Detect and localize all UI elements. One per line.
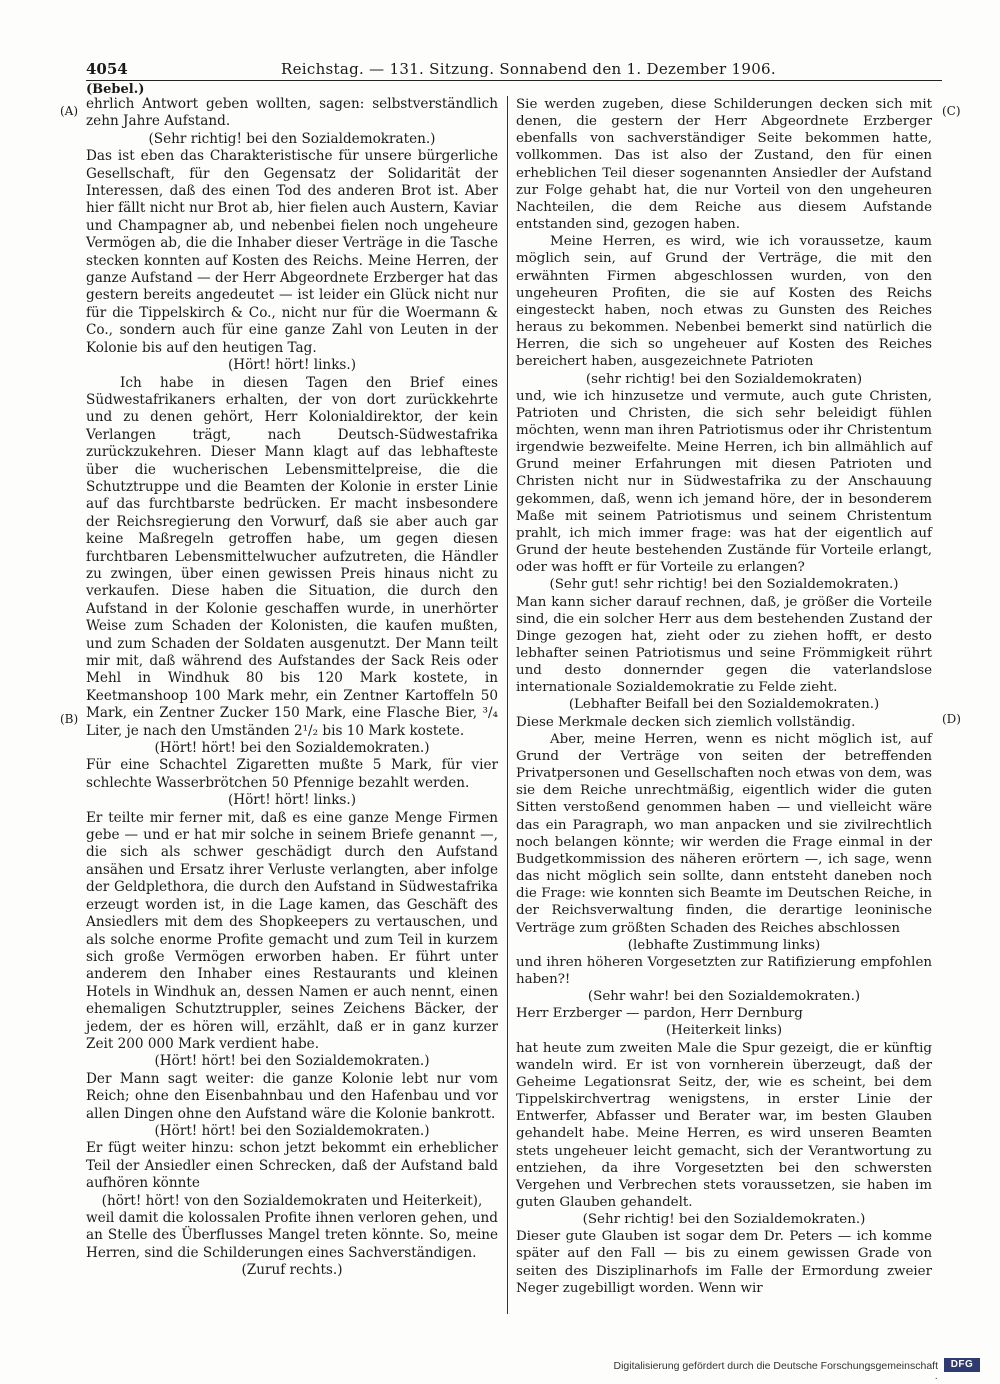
dfg-logo: DFG — [944, 1358, 980, 1372]
interjection: (Heiterkeit links) — [665, 1023, 783, 1039]
running-head: Reichstag. — 131. Sitzung. Sonnabend den 1. Dezember 1906. — [281, 60, 776, 78]
paragraph: Der Mann sagt weiter: die ganze Kolonie lebt nur vom Reich; ohne den Eisenbahnbau und den Hafenbau und vor allen Dingen ohne den Aufstand wäre die Kolonie bankrott. — [86, 1070, 498, 1122]
interjection: (Hört! hört! bei den Sozialdemokraten.) — [154, 1053, 430, 1070]
footer-credit: Digitalisierung gefördert durch die Deutsche Forschungsgemeinschaft · — [613, 1360, 938, 1384]
paragraph: Diese Merkmale decken sich ziemlich vollständig. — [516, 714, 856, 730]
paragraph: Er teilte mir ferner mit, daß es eine ganze Menge Firmen gebe — und er hat mir solche in seinem Briefe genannt —, die sich als schwer geschädigt durch den Aufstand ansähen und Ersatz ihrer Verluste verlangten, aber infolge der Geldplethora, die durch den Aufstand in Südwestafrika erzeugt worden ist, in die Lage kamen, das Geschäft des Ansiedlers mit dem des Shopkeepers zu vertauschen, und als solche enorme Profite gemacht und zum Teil in kurzem sich große Vermögen erworben haben. Er führt unter anderem den Inhaber eines Restaurants und kleinen Hotels in Windhuk an, dessen Namen er auch nennt, einen ehemaligen Schutztruppler, seines Zeichens Bäcker, der jedem, der es hören will, erzählt, daß er in ganz kurzer Zeit 200 000 Mark verdient habe. — [86, 809, 498, 1052]
paragraph: hat heute zum zweiten Male die Spur gezeigt, die er künftig wandeln wird. Er ist von vornherein überzeugt, daß der Geheime Legationsrat Seitz, der, wie es scheint, bei dem Tippelskirchvertrag wenigstens, in erster Linie der Entwerfer, Abfasser und Berater war, im besten Glauben gehandelt habe. Meine Herren, es wird unseren Beamten stets ungeheuer leicht gemacht, sich der Verantwortung zu entziehen, da ihre Vorgesetzten bei den schwersten Vergehen und Verbrechen stets voraussetzen, sie haben im guten Glauben gehandelt. — [516, 1040, 932, 1210]
interjection: (Lebhafter Beifall bei den Sozialdemokraten.) — [568, 697, 880, 713]
speaker-label: (Bebel.) — [86, 82, 145, 97]
paragraph: Man kann sicher darauf rechnen, daß, je größer die Vorteile sind, die ein solcher Herr aus dem bestehenden Zustand der Dinge gezogen hat, zieht oder zu ziehen hofft, er desto lebhafter seinen Patriotismus und seine Frömmigkeit rührt und desto donnernder gegen die vaterlandslose internationale Sozialdemokratie zu Felde zieht. — [516, 594, 932, 696]
paragraph: Für eine Schachtel Zigaretten mußte 5 Mark, für vier schlechte Wasserbrötchen 50 Pfennige bezahlt werden. — [86, 757, 498, 791]
margin-note-d: (D) — [942, 712, 961, 726]
interjection: (sehr richtig! bei den Sozialdemokraten) — [585, 371, 863, 387]
paragraph: Ich habe in diesen Tagen den Brief eines Südwestafrikaners erhalten, der von dort zurückkehrte und zu denen gehört, Herr Kolonialdirektor, der kein Verlangen trägt, nach Deutsch-Südwestafrika zurückzukehren. Dieser Mann klagt auf das lebhafteste über die wucherischen Lebensmittelpreise, die die Schutztruppe und die Beamten der Kolonie in erster Linie auf das furchtbarste bedrücken. Er macht insbesondere der Reichsregierung den Vorwurf, daß sie aber auch gar keine Maßregeln getroffen habe, um gegen diesen furchtbaren Lebensmittelwucher aufzutreten, die Händler zu zwingen, über einen gewissen Preis hinaus nicht zu verkaufen. Diese haben die Situation, die durch den Aufstand in der Kolonie geschaffen wurde, in unerhörter Weise zum Schaden der Kolonisten, die kaufen mußten, und zum Schaden der Soldaten ausgenutzt. Der Mann teilt mir mit, daß während des Aufstandes der Sack Reis oder Mehl in Windhuk 80 bis 120 Mark kostete, in Keetmanshoop 100 Mark mehr, ein Zentner Kartoffeln 50 Mark, ein Zentner Zucker 150 Mark, eine Flasche Bier, ³/₄ Liter, je nach den Umständen 2¹/₂ bis 10 Mark kostete. — [86, 374, 498, 739]
margin-note-a: (A) — [60, 104, 79, 118]
right-column — [516, 96, 932, 1297]
paragraph: ehrlich Antwort geben wollten, sagen: selbstverständlich zehn Jahre Aufstand. — [86, 96, 498, 130]
interjection: (hört! hört! von den Sozialdemokraten und Heiterkeit), — [101, 1192, 483, 1209]
paragraph: Aber, meine Herren, wenn es nicht möglich ist, auf Grund der Verträge von seiten der betreffenden Privatpersonen und Gesellschaften noch etwas von dem, was sie dem Reiche unrechtmäßig, eigentlich wider die guten Sitten verstoßend genommen haben — und vielleicht wäre das ein Paragraph, wo man anpacken und sie zivilrechtlich noch belangen könnte; wir werden die Frage einmal in der Budgetkommission des näheren erörtern —, ich sage, wenn das nicht möglich sein sollte, dann entsteht daneben noch die Frage: wie konnten sich Beamte im Deutschen Reiche, in der Reichsverwaltung finden, die derartige leoninische Verträge zum größten Schaden des Reiches abschlossen — [516, 731, 932, 936]
paragraph: Dieser gute Glauben ist sogar dem Dr. Peters — ich komme später auf den Fall — bis zu einem gewissen Grade von seiten des Disziplinarhofs im Falle der Ermordung zweier Neger zugebilligt worden. Wenn wir — [516, 1229, 932, 1296]
paragraph: und ihren höheren Vorgesetzten zur Ratifizierung empfohlen haben?! — [516, 954, 932, 987]
paragraph: Meine Herren, es wird, wie ich voraussetze, kaum möglich sein, auf Grund der Verträge, die mit den erwähnten Firmen abgeschlossen wurden, von den ungeheuren Profiten, die sie auf Kosten des Reichs eingesteckt haben, noch etwas zu Gunsten des Reiches heraus zu bekommen. Nebenbei bemerkt sind natürlich die Herren, die sich so ungeheuer auf Kosten des Reiches bereichert haben, ausgezeichnete Patrioten — [516, 234, 932, 370]
paragraph: Sie werden zugeben, diese Schilderungen decken sich mit denen, die gestern der Herr Abgeordnete Erzberger ebenfalls von sachverständiger Seite bekommen hatte, vollkommen. Das ist also der Zustand, den für einen erheblichen Teil dieser sogenannten Ansiedler der Aufstand zur Folge gehabt hat, die nur Vorteil von den ungeheuren Nachteilen, die dem Reiche aus diesem Aufstande entstanden sind, gezogen haben. — [516, 97, 932, 233]
interjection: (Hört! hört! links.) — [227, 792, 357, 809]
margin-note-c: (C) — [942, 104, 961, 118]
interjection: (Sehr gut! sehr richtig! bei den Sozialdemokraten.) — [549, 577, 899, 593]
margin-note-b: (B) — [60, 712, 79, 726]
paragraph: Das ist eben das Charakteristische für unsere bürgerliche Gesellschaft, für den Gegensatz der Solidarität der Interessen, daß des einen Tod des anderen Brot ist. Aber hier fällt nicht nur Brot ab, hier fielen auch Austern, Kaviar und Champagner ab, und nebenbei fielen noch ungeheure Vermögen ab, die die Inhaber dieser Verträge in die Tasche stecken konnten auf Kosten des Reichs. Meine Herren, der ganze Aufstand — der Herr Abgeordnete Erzberger hat das gestern bereits angedeutet — ist leider ein Glück nicht nur für die Tippelskirch & Co., nicht nur für die Woermann & Co., sondern auch für eine ganze Zahl von Leuten in der Kolonie bis auf den heutigen Tag. — [86, 148, 498, 356]
column-divider — [507, 96, 508, 1314]
interjection: (Sehr richtig! bei den Sozialdemokraten.) — [582, 1212, 866, 1228]
interjection: (Hört! hört! bei den Sozialdemokraten.) — [154, 1122, 430, 1139]
interjection: (Hört! hört! links.) — [227, 357, 357, 374]
interjection: (Sehr richtig! bei den Sozialdemokraten.) — [148, 130, 436, 147]
page-number: 4054 — [86, 60, 128, 78]
paragraph: Er fügt weiter hinzu: schon jetzt bekommt ein erheblicher Teil der Ansiedler einen Schrecken, daß der Aufstand bald aufhören könnte — [86, 1140, 498, 1192]
left-column — [86, 96, 498, 1280]
interjection: (Sehr wahr! bei den Sozialdemokraten.) — [587, 989, 861, 1005]
paragraph: Herr Erzberger — pardon, Herr Dernburg — [516, 1006, 803, 1022]
paragraph: und, wie ich hinzusetze und vermute, auch gute Christen, Patrioten und Christen, die sich sehr beleidigt fühlen möchten, wenn man ihren Patriotismus oder ihr Christentum irgendwie bezweifelte. Meine Herren, ich bin allmählich auf Grund meiner Erfahrungen mit diesen Patrioten und Christen nicht nur in Südwestafrika zu der Anschauung gekommen, daß, wenn ich jemand höre, der in besonderem Maße mit seinem Patriotismus und seinem Christentum prahlt, ich mich immer frage: was hat der eigentlich auf Grund der heute bestehenden Zustände für Vorteile erlangt, oder was hofft er für Vorteile zu erlangen? — [516, 388, 932, 576]
page-header — [86, 60, 942, 81]
interjection: (Hört! hört! bei den Sozialdemokraten.) — [154, 740, 430, 757]
paragraph: weil damit die kolossalen Profite ihnen verloren gehen, und an Stelle des Überflusses Mangel treten könnte. So, meine Herren, sind die Schilderungen eines Sachverständigen. — [86, 1210, 498, 1261]
interjection: (lebhafte Zustimmung links) — [627, 937, 821, 953]
interjection: (Zuruf rechts.) — [241, 1262, 343, 1279]
